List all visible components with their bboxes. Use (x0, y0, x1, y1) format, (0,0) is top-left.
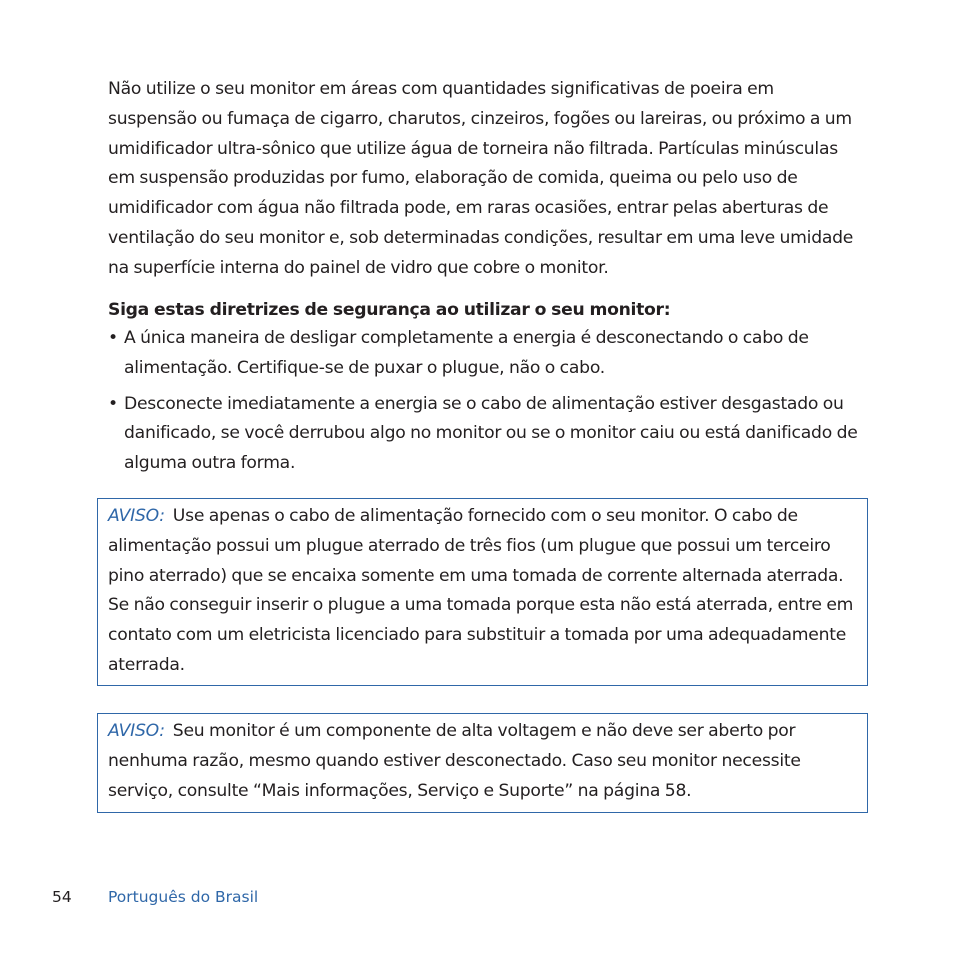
warning-box-power-cord (97, 498, 868, 686)
warning-box-high-voltage (97, 713, 868, 813)
warning-text: Seu monitor é um componente de alta voltagem e não deve ser aberto por nenhuma razão, mesmo quando estiver desconectado. Caso seu monitor necessite serviço, consulte “Mais informações, Serviço e Suporte” na página 58. (108, 721, 801, 801)
bullet-icon: • (108, 393, 118, 414)
warning-label: AVISO: (108, 506, 165, 526)
footer-section-title: Português do Brasil (108, 888, 259, 906)
bullet-icon: • (108, 328, 118, 348)
intro-paragraph: Não utilize o seu monitor em áreas com quantidades significativas de poeira em suspensão ou fumaça de cigarro, charutos, cinzeiros, fogões ou lareiras, ou próximo a um umidificador ultra-sônico que utilize água de torneira não filtrada. Partículas minúsculas em suspensão produzidas por fumo, elaboração de comida, queima ou pelo uso de umidificador com água não filtrada pode, em raras ocasiões, entrar pelas aberturas de ventilação do seu monitor e, sob determinadas condições, resultar em uma leve umidade na superfície interna do painel de vidro que cobre o monitor. (108, 79, 854, 278)
safety-guidelines-list (108, 324, 860, 485)
warning-text: Use apenas o cabo de alimentação fornecido com o seu monitor. O cabo de alimentação possui um plugue aterrado de três fios (um plugue que possui um terceiro pino aterrado) que se encaixa somente em uma tomada de corrente alternada aterrada. Se não conseguir inserir o plugue a uma tomada porque esta não está aterrada, entre em contato com um eletricista licenciado para substituir a tomada por uma adequadamente aterrada. (108, 506, 854, 675)
list-item (108, 390, 860, 479)
warning-label: AVISO: (108, 721, 165, 741)
safety-guidelines-heading: Siga estas diretrizes de segurança ao utilizar o seu monitor: (108, 300, 671, 320)
list-item-text: Desconecte imediatamente a energia se o cabo de alimentação estiver desgastado ou danificado, se você derrubou algo no monitor ou se o monitor caiu ou está danificado de alguma outra forma. (124, 393, 858, 474)
list-item-text: A única maneira de desligar completamente a energia é desconectando o cabo de alimentação. Certifique-se de puxar o plugue, não o cabo. (124, 328, 809, 378)
page-number: 54 (52, 888, 72, 906)
list-item (108, 324, 860, 384)
